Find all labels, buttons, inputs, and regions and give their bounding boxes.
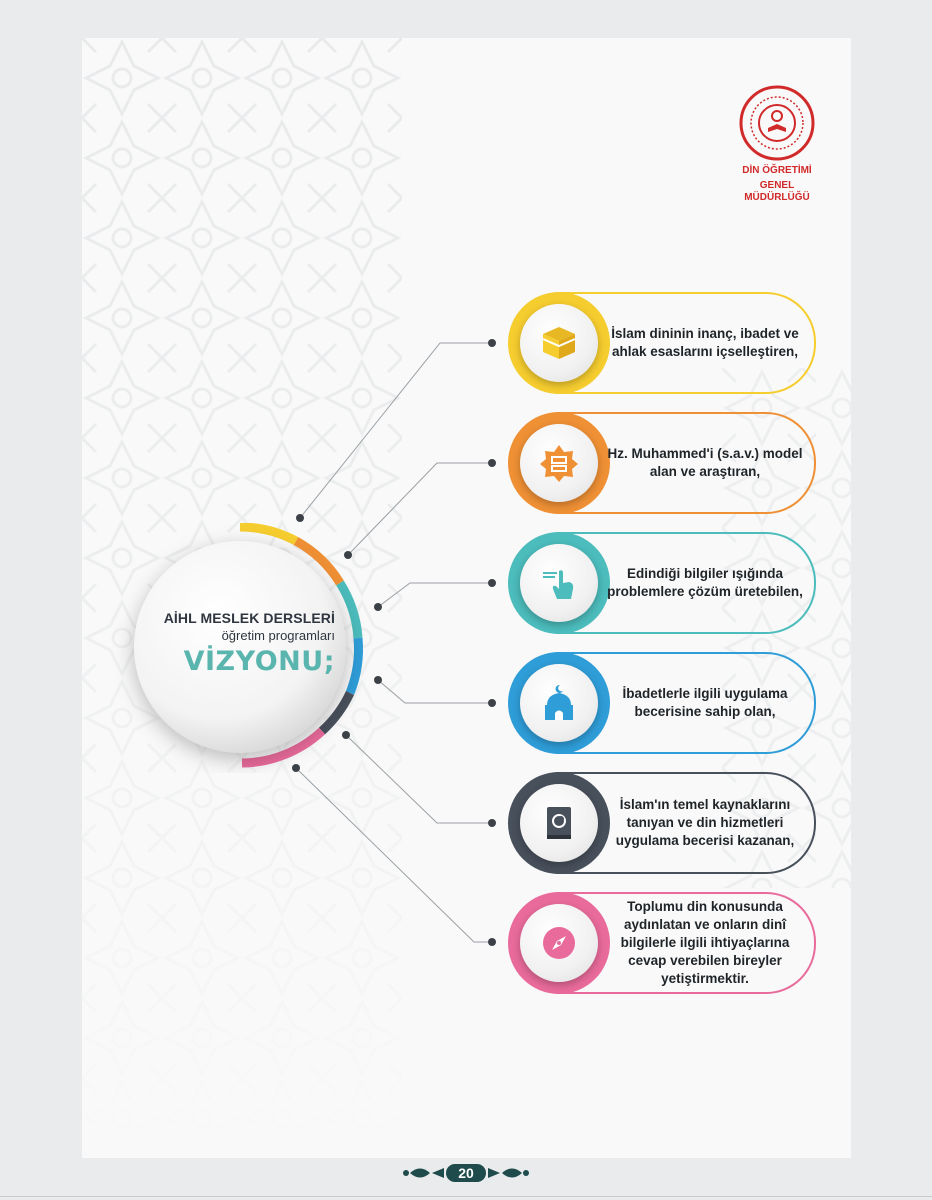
compass-icon <box>539 923 579 963</box>
hub-title: AİHL MESLEK DERSLERİ <box>163 610 335 626</box>
vision-card-6 <box>508 892 818 994</box>
hub-vision: VİZYONU; <box>183 646 335 677</box>
vision-card-5 <box>508 772 818 874</box>
quran-book-icon <box>539 803 579 843</box>
logo-line-1: DİN ÖĞRETİMİ <box>742 165 812 176</box>
hub-subtitle: öğretim programları <box>221 628 335 643</box>
vision-card-3-text: Edindiği bilgiler ışığında problemlere çözüm üretebilen, <box>607 566 803 599</box>
page-number: 20 <box>458 1165 474 1181</box>
vision-card-3 <box>508 532 818 634</box>
vision-card-4 <box>508 652 818 754</box>
vision-card-6-text: Toplumu din konusunda aydınlatan ve onların dinî bilgilerle ilgili ihtiyaçlarına cevap verebilen bireyler yetiştirmektir. <box>620 899 790 986</box>
page-number-ornament <box>400 1160 532 1186</box>
vision-card-2 <box>508 412 818 514</box>
hand-pointer-icon <box>539 563 579 603</box>
bottom-divider <box>0 1196 932 1197</box>
vision-card-4-text: İbadetlerle ilgili uygulama becerisine sahip olan, <box>622 686 788 719</box>
vision-card-1 <box>508 292 818 394</box>
vision-card-1-text: İslam dininin inanç, ibadet ve ahlak esaslarını içselleştiren, <box>611 326 799 359</box>
vision-card-2-text: Hz. Muhammed'i (s.a.v.) model alan ve araştıran, <box>607 446 803 479</box>
logo-line-2: GENEL MÜDÜRLÜĞÜ <box>744 180 810 203</box>
hub-text <box>145 610 335 677</box>
mosque-icon <box>539 683 579 723</box>
kaaba-icon <box>539 323 579 363</box>
calligraphy-star-icon <box>539 443 579 483</box>
vision-card-5-text: İslam'ın temel kaynaklarını tanıyan ve din hizmetleri uygulama becerisi kazanan, <box>615 797 795 848</box>
